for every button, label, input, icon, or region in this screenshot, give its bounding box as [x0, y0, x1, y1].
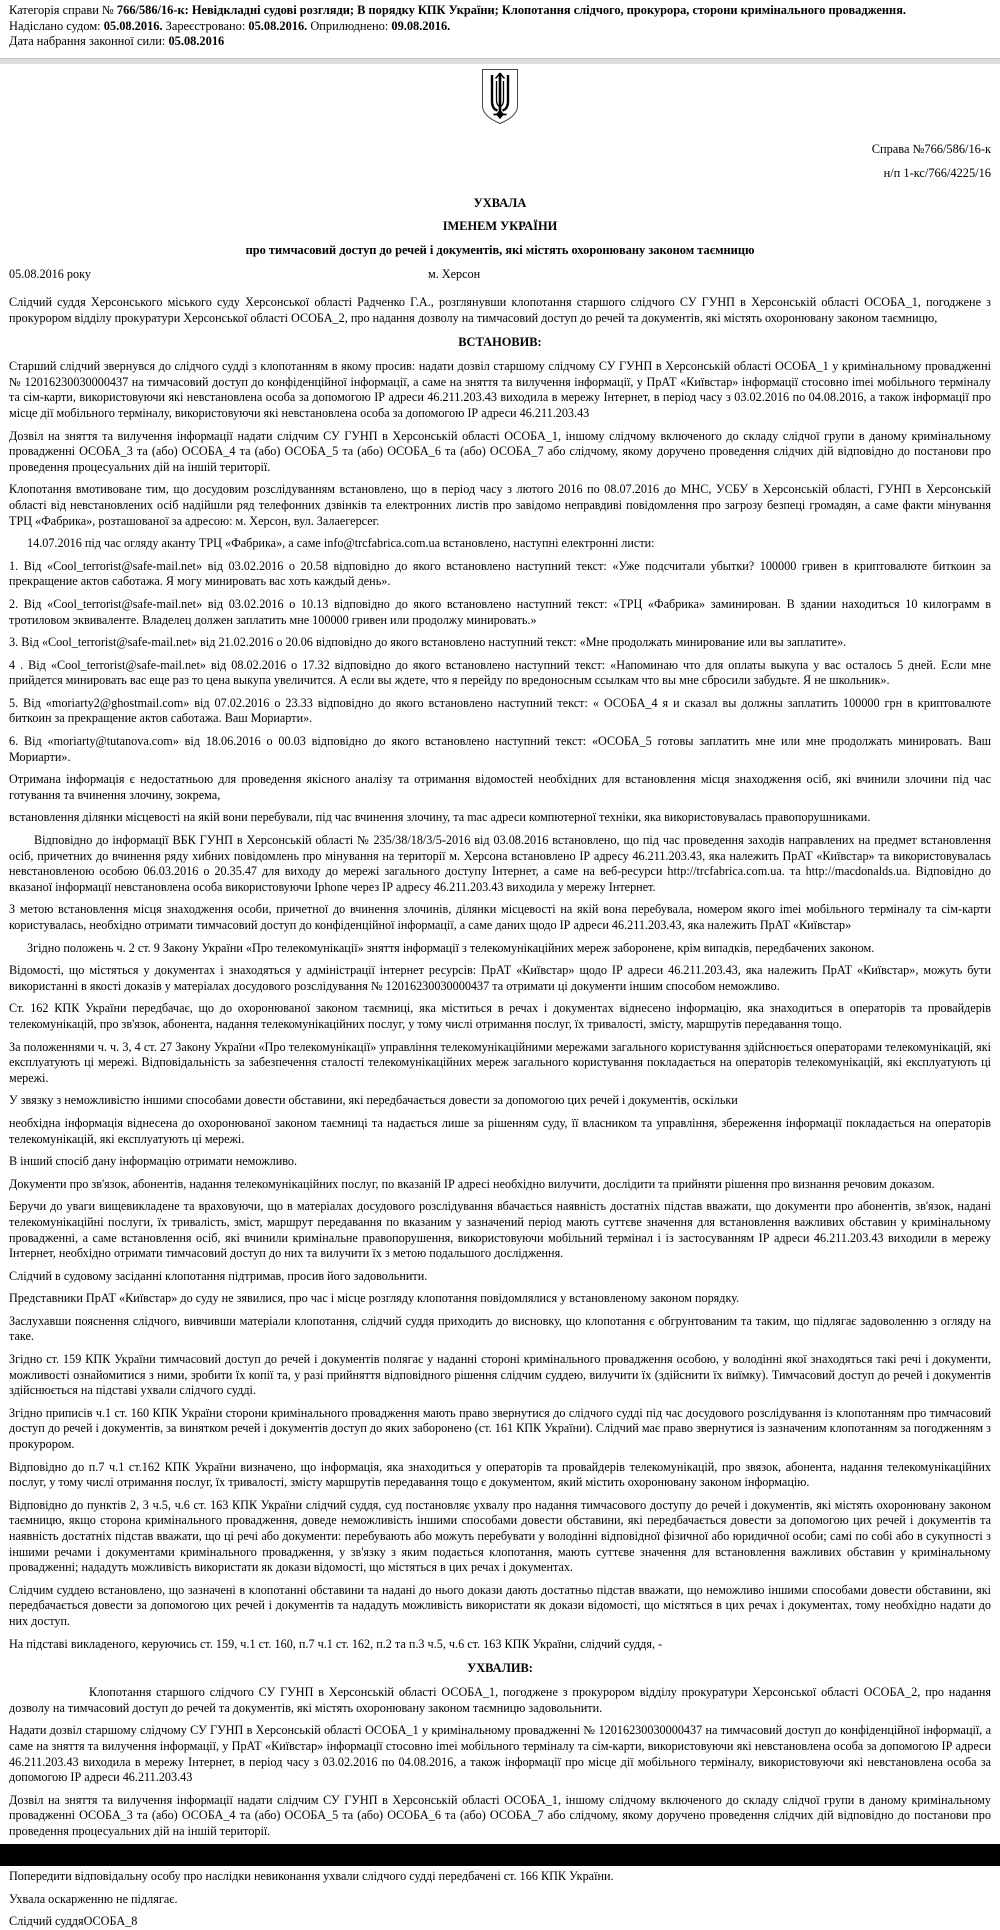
paragraph: Слідчим суддею встановлено, що зазначені в клопотанні обставини та надані до нього докази дають достатньо підстав вважати, що неможливо іншими способами довести обставини, які передбачається довести за допомогою цих речей і документів та нададуть можливість використати як докази відомості, що містяться в цих речах і документах, тому необхідно надати до них доступ.	[9, 1582, 991, 1628]
paragraph: Згідно положень ч. 2 ст. 9 Закону України «Про телекомунікації» зняття інформації з телекомунікаційних мереж заборонене, крім випадків, передбачених законом.	[27, 940, 875, 955]
legal-force-line	[9, 34, 991, 50]
paragraph-email-5: 5. Від «moriarty2@ghostmail.com» від 07.02.2016 о 23.33 відповідно до якого встановлено наступний текст: « ОСОБА_4 я и сказал вы должны заплатить 100000 грн в криптовалюте биткоин за прекращение актов саботажа. Ваш Мориарти».	[9, 695, 991, 726]
case-category-label: Категорія справи №	[9, 3, 117, 17]
paragraph: Дозвіл на зняття та вилучення інформації надати слідчим СУ ГУНП в Херсонській області ОСОБА_1, іншому слідчому включеного до складу слідчої групи в даному кримінальному провадженні ОСОБА_3 та (або) ОСОБА_4 та (або) ОСОБА_5 та (або) ОСОБА_6 та (або) ОСОБА_7 або слідчому, якому доручено проведення слідчих дій відповідно до постанови про проведення процесуальних дій на іншій території.	[9, 428, 991, 474]
case-category-value: 766/586/16-к: Невідкладні судові розгляди; В порядку КПК України; Клопотання слідчого, прокурора, сторони кримінального провадження.	[116, 3, 906, 17]
paragraph: Ухвала оскарженню не підлягає.	[9, 1891, 178, 1906]
paragraph: Представники ПрАТ «Київстар» до суду не зявилися, про час і місце розгляду клопотання повідомлялися у встановленому законом порядку.	[9, 1291, 740, 1306]
paragraph: Відомості, що містяться у документах і знаходяться у адміністрації інтернет ресурсів: ПрАТ «Київстар» щодо ІР адреси 46.211.203.43, яка належить ПрАТ «Київстар», можуть бути використанні в якості доказів у матеріалах досудового розслідування № 12016230030000437 та отримати ці документи іншим способом неможливо.	[9, 963, 991, 993]
paragraph: Надати дозвіл старшому слідчому СУ ГУНП в Херсонській області ОСОБА_1 у кримінальному провадженні № 12016230030000437 на тимчасовий доступ до конфіденційної інформації, а саме на зняття та вилучення інформації, у ПрАТ «Київстар» інформації стосовно imei мобільного терміналу та сім-карти, використовуючи які невстановлена особа за допомогою ІР адреси 46.211.203.43 виходила в мережу Інтернет, в період часу з 03.02.2016 по 04.08.2016, а також інформації про місце дії мобільного терміналу, використовуючи які невстановлена особа за допомогою ІР адреси 46.211.203.43	[9, 1723, 991, 1785]
paragraph: Старший слідчий звернувся до слідчого судді з клопотанням в якому просив: надати дозвіл старшому слідчому СУ ГУНП в Херсонській області ОСОБА_1 у кримінальному провадженні № 12016230030000437 на тимчасовий доступ до конфіденційної інформації, а саме на зняття та вилучення інформації, у ПрАТ «Київстар» інформації стосовно imei мобільного терміналу та сім-карти, використовуючи які невстановлена особа за допомогою ІР адреси 46.211.203.43 виходила в мережу Інтернет, в період часу з 03.02.2016 по 04.08.2016, а також інформації про місце дії мобільного терміналу, використовуючи які невстановлена особа за допомогою ІР адреси 46.211.203.43	[9, 359, 991, 420]
intro-paragraph: Слідчий суддя Херсонського міського суду Херсонської області Радченко Г.А., розглянувши клопотання старшого слідчого СУ ГУНП в Херсонській області ОСОБА_1, погоджене з прокурором відділу прокуратури Херсонської області ОСОБА_2, про надання дозволу на тимчасовий доступ до речей та документів, які містять охоронювану законом таємницю,	[9, 295, 991, 325]
legal-force-label: Дата набрання законної сили:	[9, 34, 169, 48]
paragraph: Відповідно до інформації ВБК ГУНП в Херсонській області № 235/38/18/3/5-2016 від 03.08.2016 встановлено, що під час проведення заходів направлених на предмет встановлення осіб, причетних до вчинення ряду хибних повідомлень про мінування на території м. Херсона встановлено ІР адресу 46.211.203.43, яка належить ПрАТ «Київстар» та використовувалась невстановленою особою 06.03.2016 о 20.35.47 для виходу до мережі загального доступу Інтернет, а саме на веб-ресурси http://trcfabrica.com.ua. та http://macdonalds.ua. Відповідно до вказаної інформації невстановлена особа використовуючи Iphone через ІР адресу 46.211.203.43 виходила у мережу Інтернет.	[9, 833, 991, 894]
paragraph: Згідно ст. 159 КПК України тимчасовий доступ до речей і документів полягає у наданні стороні кримінального провадження особою, у володінні якої знаходяться такі речі і документи, можливості ознайомитися з ними, зробити їх копії та, у разі прийняття відповідного рішення слідчим суддею, вилучити їх (здійснити їх виїмку). Тимчасовий доступ до речей і документів здійснюється на підставі ухвали слідчого судді.	[9, 1352, 991, 1398]
case-number: Справа №766/586/16-к	[871, 141, 991, 156]
coat-of-arms-ukraine-icon	[480, 68, 520, 125]
published-label: Оприлюднено:	[307, 18, 392, 33]
paragraph: Заслухавши пояснення слідчого, вивчивши матеріали клопотання, слідчий суддя приходить до висновку, що клопотання є обгрунтованим та таким, що підлягає задоволенню з огляду на таке.	[9, 1313, 991, 1344]
established-heading: ВСТАНОВИВ:	[458, 335, 542, 350]
judge-signature-line: Слідчий суддяОСОБА_8	[9, 1914, 138, 1929]
proceeding-number: н/п 1-кс/766/4225/16	[883, 165, 991, 180]
paragraph-email-2: 2. Від «Cool_terrorist@safe-mail.net» від 03.02.2016 о 10.13 відповідно до якого встановлено наступний текст: «ТРЦ «Фабрика» заминирован. В здании находиться 10 килограмм в тротиловом эквиваленте. Владелец должен заплатить мне 100000 гривен или продолжу минировать.»	[9, 596, 991, 627]
paragraph: Отримана інформація є недостатньою для проведення якісного аналізу та отримання відомостей необхідних для встановлення місця знаходження осіб, які вчинили злочини під час готування та вчинення злочину, зокрема,	[9, 772, 991, 802]
paragraph: Клопотання старшого слідчого СУ ГУНП в Херсонській області ОСОБА_1, погоджене з прокурором відділу прокуратури Херсонської області ОСОБА_2, про надання дозволу на тимчасовий доступ до речей та документів, які містять охоронювану законом таємницю задовольнити.	[9, 1685, 991, 1715]
document-content	[0, 68, 1000, 1930]
bottom-black-bar	[0, 1844, 1000, 1866]
paragraph: Попередити відповідальну особу про наслідки невиконання ухвали слідчого судді передбачені ст. 166 КПК України.	[9, 1869, 614, 1884]
published-value: 09.08.2016.	[391, 18, 451, 33]
emblem-container	[9, 68, 991, 126]
paragraph: Ст. 162 КПК України передбачає, що до охоронюваної законом таємниці, яка міститься в речах і документах віднесено інформацію, яка знаходиться в операторів та провайдерів телекомунікацій, про зв'язок, абонента, надання телекомунікаційних послуг, у тому числі отримання послуг, їх тривалості, змісту, маршрутів передавання тощо.	[9, 1001, 991, 1031]
sent-value: 05.08.2016.	[103, 18, 163, 33]
document-page	[0, 0, 1000, 50]
header-divider	[0, 58, 1000, 64]
case-category-line	[9, 3, 991, 19]
date-place-row	[9, 267, 991, 283]
paragraph: Відповідно до пунктів 2, 3 ч.5, ч.6 ст. 163 КПК України слідчий суддя, суд постановляє ухвалу про надання тимчасового доступу до речей і документів, які містять охоронювану законом таємницю, якщо сторона кримінального провадження, доведе неможливість іншими способами довести обставини, які передбачається довести за допомогою цих речей і документів та наявність достатніх підстав вважати, що ці речі або документи: перебувають або можуть перебувати у володінні відповідної фізичної або юридичної особи; самі по собі або в сукупності з іншими речами і документами кримінального провадження, у зв'язку з яким подається клопотання, мають суттєве значення для встановлення важливих обставин у кримінальному провадженні; нададуть можливість використати як докази відомості, що містяться в цих речах і документах.	[9, 1497, 991, 1575]
paragraph: На підставі викладеного, керуючись ст. 159, ч.1 ст. 160, п.7 ч.1 ст. 162, п.2 та п.3 ч.5, ч.6 ст. 163 КПК України, слідчий суддя, -	[9, 1636, 663, 1651]
case-meta-block	[9, 0, 991, 50]
paragraph: З метою встановлення місця знаходження особи, причетної до вчинення злочинів, ділянки місцевості на якій вона перебувала, номером якого imei мобільного терміналу та сім-карти користувалась, необхідно отримати тимчасовий доступ до конфіденційної інформації, а саме даних щодо ІР адреси 46.211.203.43, яка належить ПрАТ «Київстар»	[9, 902, 991, 932]
paragraph: необхідна інформація віднесена до охоронюваної законом таємниці та надається лише за рішенням суду, її власником та управління, збереження інформації покладається на операторів телекомунікацій, які експлуатують ці мережі.	[9, 1115, 991, 1146]
paragraph: Відповідно до п.7 ч.1 ст.162 КПК України визначено, що інформація, яка знаходиться у операторів та провайдерів телекомунікацій, про звязок, абонента, надання телекомунікаційних послуг, у тому числі отримання послуг, їх тривалості, змісту маршрутів передавання тощо є документом, який містить охоронювану законом інформацію.	[9, 1459, 991, 1490]
sent-label: Надіслано судом:	[9, 18, 104, 33]
subject-heading: про тимчасовий доступ до речей і документів, які містять охоронювану законом таємницю	[245, 242, 755, 257]
case-dates-line	[9, 19, 991, 35]
decision-place: м. Херсон	[428, 267, 481, 281]
paragraph: Клопотання вмотивоване тим, що досудовим розслідуванням встановлено, що в період часу з лютого 2016 по 08.07.2016 до МНС, УСБУ в Херсонській області, ГУНП в Херсонській області від невстановлених осіб надійшли ряд телефонних дзвінків та електронних листів про завідомо неправдиві повідомлення про загрозу безпеці громадян, а саме факти мінування ТРЦ «Фабрика», розташованої за адресою: м. Херсон, вул. Залаегерсег.	[9, 482, 991, 528]
registered-label: Зареєстровано:	[162, 18, 249, 33]
paragraph: Слідчий в судовому засіданні клопотання підтримав, просив його задовольнити.	[9, 1268, 428, 1283]
paragraph: Беручи до уваги вищевикладене та враховуючи, що в матеріалах досудового розслідування вбачається наявність достатніх підстав вважати, що документи про абонентів, зв'язок, надані телекомунікаційні послуги, їх тривалість, зміст, маршрут передавання по вказаним у зазначений період мають суттєве значення для встановлення важливих обставин у кримінальному провадженні, а саме встановлення осіб, які вчинили кримінальне правопорушення, використовуючи мобільний термінал і із застосуванням ІР адреси 46.211.203.43 виходили в мережу Інтернет, необхідно отримати тимчасовий доступ до них та вилучити їх з метою подальшого дослідження.	[9, 1199, 991, 1261]
paragraph: У звязку з неможливістю іншими способами довести обставини, які передбачається довести за допомогою цих речей і документів, оскільки	[9, 1093, 738, 1108]
document-type-heading: УХВАЛА	[473, 195, 527, 210]
paragraph: 14.07.2016 під час огляду аканту ТРЦ «Фабрика», а саме info@trcfabrica.com.ua встановлено, наступні електронні листи:	[27, 536, 655, 551]
paragraph-email-1: 1. Від «Cool_terrorist@safe-mail.net» від 03.02.2016 о 20.58 відповідно до якого встановлено наступний текст: «Уже подсчитали убытки? 100000 гривен в криптовалюте биткоин за прекращение актов саботажа. Я могу минировать вас хоть каждый день».	[9, 558, 991, 589]
registered-value: 05.08.2016.	[248, 18, 308, 33]
legal-force-value: 05.08.2016	[168, 34, 225, 48]
paragraph-email-6: 6. Від «moriarty@tutanova.com» від 18.06.2016 о 00.03 відповідно до якого встановлено наступний текст: «ОСОБА_5 готовы заплатить мне или мне продолжать минировать. Ваш Мориарти».	[9, 734, 991, 764]
case-reference-block	[9, 142, 991, 181]
paragraph-email-4: 4 . Від «Cool_terrorist@safe-mail.net» від 08.02.2016 о 17.32 відповідно до якого встановлено наступний текст: «Напоминаю что для оплаты выкупа у вас осталось 5 дней. Если мне прийдется минировать вас еще раз то цена выкупа увеличится. А если вы ждете, что я перейду по вредоносным ссылкам что вы мне сбросили забудьте. Я не школьник».	[9, 657, 991, 688]
paragraph-email-3: 3. Від «Cool_terrorist@safe-mail.net» від 21.02.2016 о 20.06 відповідно до якого встановлено наступний текст: «Мне продолжать минирование или вы заплатите».	[9, 635, 847, 650]
paragraph: За положеннями ч. ч. 3, 4 ст. 27 Закону України «Про телекомунікації» управління телекомунікаційними мережами загального користування здійснюється операторами телекомунікацій, які експлуатують ці мережі. Відповідальність за забезпечення сталості телекомунікаційних мереж загального користування покладається на операторів телекомунікацій, які експлуатують ці мережі.	[9, 1039, 991, 1085]
ruled-heading: УХВАЛИВ:	[467, 1661, 533, 1676]
paragraph: Згідно приписів ч.1 ст. 160 КПК України сторони кримінального провадження мають право звернутися до слідчого судді під час досудового розслідування із клопотанням про тимчасовий доступ до речей і документів, за винятком речей і документів доступ до яких заборонено (ст. 161 КПК України). Слідчий має право звернутися із зазначеним клопотанням за погодженням з прокурором.	[9, 1405, 991, 1452]
paragraph: встановлення ділянки місцевості на якій вони перебували, під час вчинення злочину, та mac адреси компютерної техніки, яка використовувалась правопорушниками.	[9, 810, 871, 825]
in-the-name-heading: ІМЕНЕМ УКРАЇНИ	[442, 219, 558, 233]
paragraph: В інший спосіб дану інформацію отримати неможливо.	[9, 1154, 298, 1169]
decision-date: 05.08.2016 року	[9, 267, 91, 281]
paragraph: Дозвіл на зняття та вилучення інформації надати слідчим СУ ГУНП в Херсонській області ОСОБА_1, іншому слідчому включеного до складу слідчої групи в даному кримінальному провадженні ОСОБА_3 та (або) ОСОБА_4 та (або) ОСОБА_5 та (або) ОСОБА_6 та (або) ОСОБА_7 або слідчому, якому доручено проведення слідчих дій відповідно до постанови про проведення процесуальних дій на іншій території.	[9, 1792, 991, 1838]
paragraph: Документи про зв'язок, абонентів, надання телекомунікаційних послуг, по вказаній ІР адресі необхідно вилучити, дослідити та прийняти рішення про визнання речовим доказом.	[9, 1176, 935, 1191]
